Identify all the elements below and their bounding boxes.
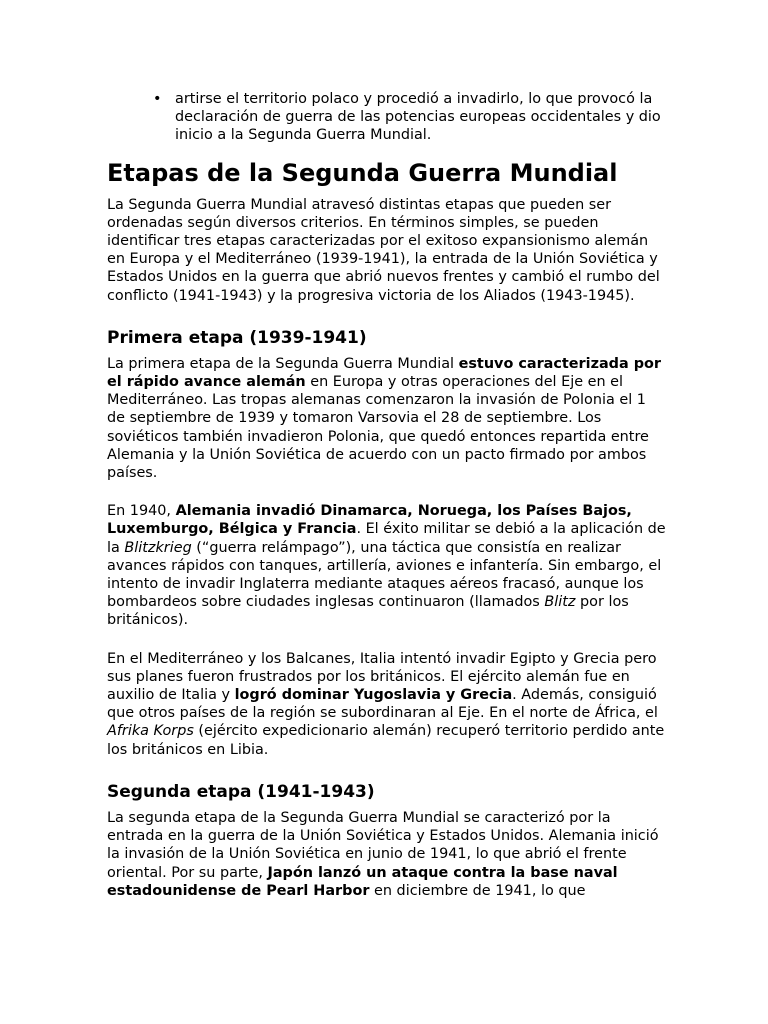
section-heading-segunda-etapa: Segunda etapa (1941-1943) <box>107 781 375 802</box>
text-run: en diciembre de 1941, lo que <box>369 882 586 899</box>
text-run: La segunda etapa de la Segunda Guerra Mundial se caracterizó por la entrada en la guerra de la Unión Soviética y Estados Unidos. Alemania inició la invasión de la Unión Soviética en junio de 1941, lo que abrió el frente oriental. Por su parte, <box>107 809 659 881</box>
text-run: en Europa y otras operaciones del Eje en el Mediterráneo. Las tropas alemanas comenzaron la invasión de Polonia el 1 de septiembre de 1939 y tomaron Varsovia el 28 de septiembre. Los soviéticos también invadieron Polonia, que quedó entonces repartida entre Alemania y la Unión Soviética de acuerdo con un pacto firmado por ambos países. <box>107 374 649 482</box>
paragraph-primera-etapa-2 <box>107 502 667 629</box>
text-run: En el Mediterráneo y los Balcanes, Italia intentó invadir Egipto y Grecia pero sus planes fueron frustrados por los británicos. El ejército alemán fue en auxilio de Italia y <box>107 650 657 704</box>
text-run: (“guerra relámpago”), una táctica que consistía en realizar avances rápidos con tanques, artillería, aviones e infantería. Sin embargo, el intento de invadir Inglaterra mediante ataques aéreos fracasó, aunque los bombardeos sobre ciudades inglesas continuaron (llamados <box>107 539 662 611</box>
italic-text: Blitzkrieg <box>124 539 192 556</box>
intro-paragraph: La Segunda Guerra Mundial atravesó distintas etapas que pueden ser ordenadas según diversos criterios. En términos simples, se pueden identificar tres etapas caracterizadas por el exitoso expansionismo alemán en Europa y el Mediterráneo (1939-1941), la entrada de la Unión Soviética y Estados Unidos en la guerra que abrió nuevos frentes y cambió el rumbo del conflicto (1941-1943) y la progresiva victoria de los Aliados (1943-1945). <box>107 196 660 304</box>
text-run: La primera etapa de la Segunda Guerra Mundial <box>107 355 459 372</box>
page-title: Etapas de la Segunda Guerra Mundial <box>107 158 618 187</box>
bullet-marker: • <box>153 91 162 107</box>
text-run: . El éxito militar se debió a la aplicación de la <box>107 521 666 556</box>
bold-text: Alemania invadió Dinamarca, Noruega, los Países Bajos, Luxemburgo, Bélgica y Francia <box>107 503 632 538</box>
list-item <box>153 90 667 145</box>
text-run: (ejército expedicionario alemán) recuperó territorio perdido ante los británicos en Libia. <box>107 723 665 758</box>
bullet-list <box>107 90 667 145</box>
italic-text: Blitz <box>544 594 576 611</box>
text-run: En 1940, <box>107 503 176 520</box>
paragraph-primera-etapa-3 <box>107 650 667 759</box>
text-run: por los británicos). <box>107 594 629 629</box>
bold-text: Japón lanzó un ataque contra la base naval estadounidense de Pearl Harbor <box>107 864 618 899</box>
paragraph-segunda-etapa-1 <box>107 809 667 900</box>
bullet-text: artirse el territorio polaco y procedió a invadirlo, lo que provocó la declaración de guerra de las potencias europeas occidentales y dio inicio a la Segunda Guerra Mundial. <box>175 91 661 144</box>
italic-text: Afrika Korps <box>107 723 194 740</box>
document-page <box>107 90 667 900</box>
text-run: . Además, consiguió que otros países de la región se subordinaran al Eje. En el norte de África, el <box>107 687 658 722</box>
paragraph-primera-etapa-1 <box>107 355 667 482</box>
bold-text: estuvo caracterizada por el rápido avance alemán <box>107 355 661 391</box>
bold-text: logró dominar Yugoslavia y Grecia <box>234 687 513 704</box>
section-heading-primera-etapa: Primera etapa (1939-1941) <box>107 327 367 348</box>
